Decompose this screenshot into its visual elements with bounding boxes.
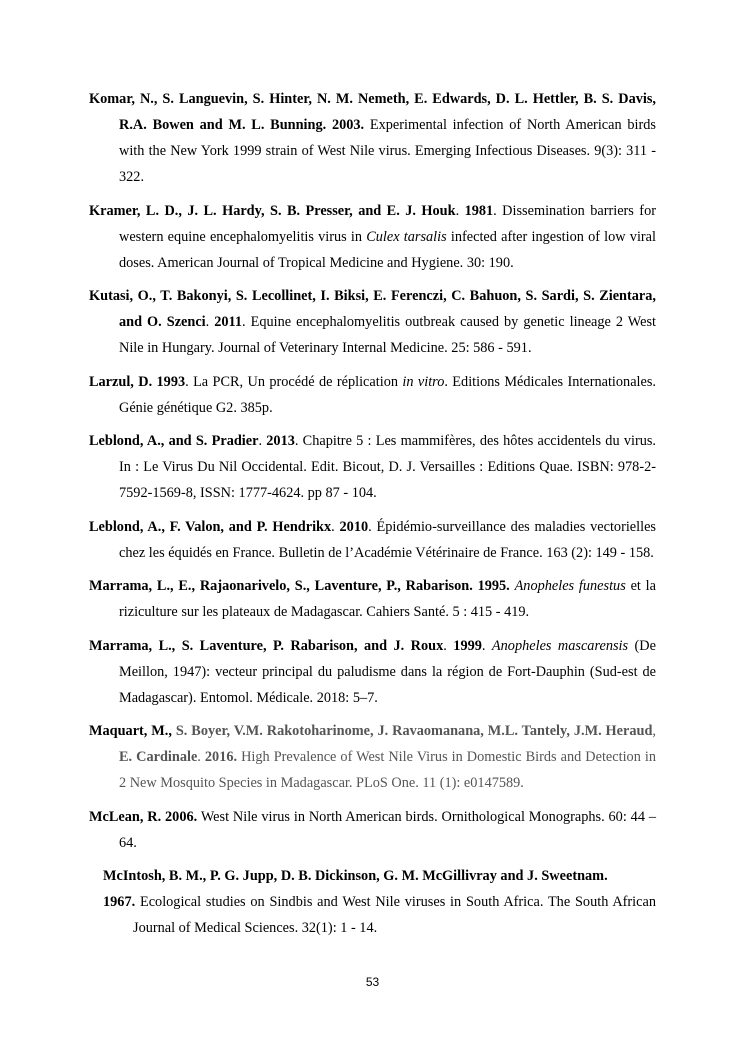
ref-authors: Komar, N., S. Languevin, S. Hinter, N. M. Nemeth, E. Edwards, D. L. Hettler, B. S. Davis, R.A. Bowen and M. L. Bunning. 2003. [89,91,656,133]
ref-text: Ecological studies on Sindbis and West Nile viruses in South Africa. The South African Journal of Medical Sciences. 32(1): 1 - 14. [133,894,656,936]
ref-authors: McLean, R. 2006. [89,808,198,825]
ref-text: . La PCR, Un procédé de réplication [185,373,403,390]
ref-authors: Leblond, A., F. Valon, and P. Hendrikx [89,518,332,535]
reference-marrama-1999: Marrama, L., S. Laventure, P. Rabarison, and J. Roux. 1999. Anopheles mascarensis (De Meillon, 1947): vecteur principal du paludisme dans la région de Fort-Dauphin (Sud-est de Madagascar). Entomol. Médicale. 2018: 5–7. [89,637,656,706]
reference-kramer-1981: Kramer, L. D., J. L. Hardy, S. B. Presser, and E. J. Houk. 1981. Dissemination barriers for western equine encephalomyelitis virus in Culex tarsalis infected after ingestion of low viral doses. American Journal of Tropical Medicine and Hygiene. 30: 190. [89,202,657,271]
ref-authors: Kutasi, O., T. Bakonyi, S. Lecollinet, I. Biksi, E. Ferenczi, C. Bahuon, S. Sardi, S. Zientara, and O. Szenci [89,288,656,330]
ref-species: Culex tarsalis [366,228,447,245]
ref-authors: Leblond, A., and S. Pradier [89,433,259,449]
reference-list [89,86,656,949]
ref-year: 2013 [266,433,295,449]
ref-text: . Editions Médicales Internationales. Génie génétique G2. 385p. [119,373,657,416]
reference-kutasi-2011: Kutasi, O., T. Bakonyi, S. Lecollinet, I. Biksi, E. Ferenczi, C. Bahuon, S. Sardi, S. Zientara, and O. Szenci. 2011. Equine encephalomyelitis outbreak caused by genetic lineage 2 West Nile in Hungary. Journal of Veterinary Internal Medicine. 25: 586 - 591. [89,288,656,356]
reference-larzul-1993 [89,369,656,421]
reference-komar-2003 [89,86,656,190]
ref-authors: McIntosh, B. M., P. G. Jupp, D. B. Dickinson, G. M. McGillivray and J. Sweetnam. [103,868,608,884]
ref-text: (De Meillon, 1947): vecteur principal du paludisme dans la région de Fort-Dauphin (Sud-est de Madagascar). Entomol. Médicale. 2018: 5–7. [119,637,656,706]
ref-text: Experimental infection of North American birds with the New York 1999 strain of West Nile virus. Emerging Infectious Diseases. 9(3): 311 - 322. [119,117,656,185]
ref-species: Anopheles funestus [514,578,626,594]
ref-continuation [103,889,656,941]
ref-year: 1999 [453,637,482,654]
ref-year: 1981 [464,202,494,219]
ref-authors: Marrama, L., E., Rajaonarivelo, S., Laventure, P., Rabarison. 1995. [89,578,510,594]
reference-marrama-1995 [89,573,656,625]
page-number: 53 [365,975,380,989]
ref-species: Anopheles mascarensis [491,637,629,654]
ref-year: 2016. [204,749,238,765]
reference-maquart-2016: Maquart, M., S. Boyer, V.M. Rakotoharinome, J. Ravaomanana, M.L. Tantely, J.M. Heraud, E. Cardinale. 2016. High Prevalence of West Nile Virus in Domestic Birds and Detection in 2 New Mosquito Species in Madagascar. PLoS One. 11 (1): e0147589. [89,723,656,791]
reference-leblond-2013: Leblond, A., and S. Pradier. 2013. Chapitre 5 : Les mammifères, des hôtes accidentels du virus. In : Le Virus Du Nil Occidental. Edit. Bicout, D. J. Versailles : Editions Quae. ISBN: 978-2-7592-1569-8, ISSN: 1777-4624. pp 87 - 104. [89,433,656,501]
ref-text: infected after ingestion of low viral doses. American Journal of Tropical Medicine and Hygiene. 30: 190. [119,228,657,271]
ref-authors: Larzul, D. 1993 [89,373,186,390]
ref-lead-author: Maquart, M., [89,723,176,739]
reference-leblond-2010: Leblond, A., F. Valon, and P. Hendrikx. 2010. Épidémio-surveillance des maladies vectorielles chez les équidés en France. Bulletin de l’Académie Vétérinaire de France. 163 (2): 149 - 158. [89,518,656,561]
ref-authors: E. Cardinale [119,749,198,765]
ref-text: et la riziculture sur les plateaux de Madagascar. Cahiers Santé. 5 : 415 - 419. [119,578,656,620]
reference-mclean-2006 [89,804,656,856]
ref-text: . Dissemination barriers for western equine encephalomyelitis virus in [119,202,656,245]
ref-authors: S. Boyer, V.M. Rakotoharinome, J. Ravaomanana, M.L. Tantely, J.M. Heraud [175,723,653,739]
ref-italic: in vitro [402,373,445,390]
ref-text: High Prevalence of West Nile Virus in Domestic Birds and Detection in 2 New Mosquito Species in Madagascar. PLoS One. 11 (1): e0147589. [119,749,656,791]
ref-year: 2011 [214,314,243,330]
ref-year: 1967. [103,894,136,910]
ref-text: . Equine encephalomyelitis outbreak caused by genetic lineage 2 West Nile in Hungary. Journal of Veterinary Internal Medicine. 25: 586 - 591. [119,314,656,356]
ref-text: . Chapitre 5 : Les mammifères, des hôtes accidentels du virus. In : Le Virus Du Nil Occidental. Edit. Bicout, D. J. Versailles : Editions Quae. ISBN: 978-2-7592-1569-8, ISSN: 1777-4624. pp 87 - 104. [119,433,656,501]
ref-authors: Marrama, L., S. Laventure, P. Rabarison, and J. Roux [89,637,444,654]
ref-text: West Nile virus in North American birds. Ornithological Monographs. 60: 44 – 64. [119,808,656,851]
ref-text: . Épidémio-surveillance des maladies vectorielles chez les équidés en France. Bulletin de l’Académie Vétérinaire de France. 163 (2): 149 - 158. [119,518,656,561]
ref-authors: Kramer, L. D., J. L. Hardy, S. B. Presser, and E. J. Houk [89,202,456,219]
ref-year: 2010 [339,518,369,535]
reference-mcintosh-1967 [89,863,656,941]
